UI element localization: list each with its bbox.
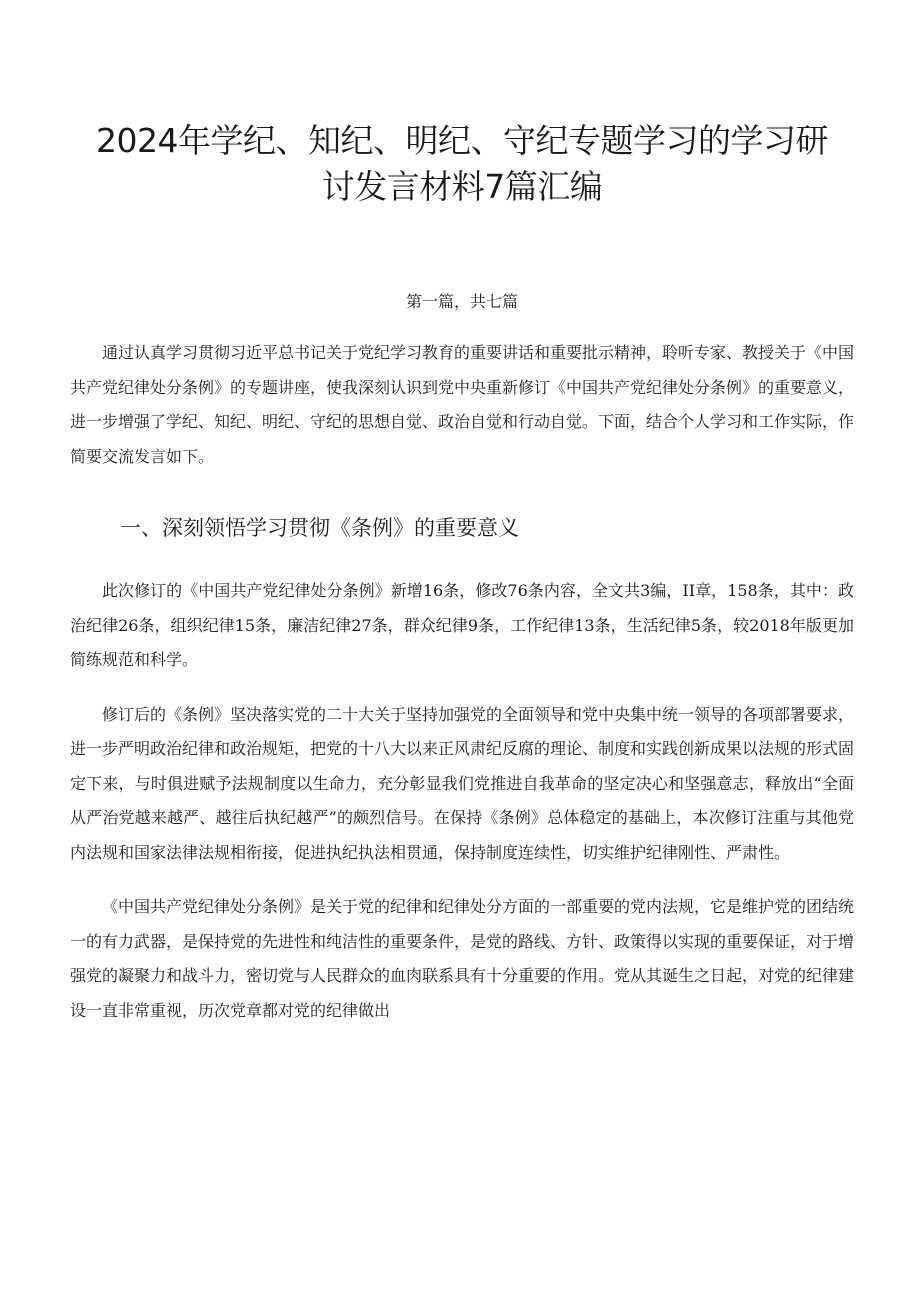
section-paragraph-3: 《中国共产党纪律处分条例》是关于党的纪律和纪律处分方面的一部重要的党内法规，它是维护党的团结统一的有力武器，是保持党的先进性和纯洁性的重要条件，是党的路线、方针、政策得以实现的重要保证，对于增强党的凝聚力和战斗力，密切党与人民群众的血肉联系具有十分重要的作用。党从其诞生之日起，对党的纪律建设一直非常重视，历次党章都对党的纪律做出 xyxy=(70,897,855,1020)
section-paragraph-1: 此次修订的《中国共产党纪律处分条例》新增16条，修改76条内容，全文共3编，II章，158条，其中：政治纪律26条，组织纪律15条，廉洁纪律27条，群众纪律9条，工作纪律13条，生活纪律5条，较2018年版更加简练规范和科学。 xyxy=(70,581,854,669)
section-heading: 一、深刻领悟学习贯彻《条例》的重要意义 xyxy=(120,516,519,540)
intro-paragraph: 通过认真学习贯彻习近平总书记关于党纪学习教育的重要讲话和重要批示精神，聆听专家、教授关于《中国共产党纪律处分条例》的专题讲座，使我深刻认识到党中央重新修订《中国共产党纪律处分条例》的重要意义，进一步增强了学纪、知纪、明纪、守纪的思想自觉、政治自觉和行动自觉。下面，结合个人学习和工作实际，作简要交流发言如下。 xyxy=(70,343,855,466)
section-paragraph-2: 修订后的《条例》坚决落实党的二十大关于坚持加强党的全面领导和党中央集中统一领导的各项部署要求，进一步严明政治纪律和政治规矩，把党的十八大以来正风肃纪反腐的理论、制度和实践创新成果以法规的形式固定下来，与时俱进赋予法规制度以生命力，充分彰显我们党推进自我革命的坚定决心和坚强意志，释放出“全面从严治党越来越严、越往后执纪越严”的颇烈信号。在保持《条例》总体稳定的基础上，本次修订注重与其他党内法规和国家法律法规相衔接，促进执纪执法相贯通，保持制度连续性，切实维护纪律刚性、严肃性。 xyxy=(70,704,855,862)
document-subtitle: 第一篇，共七篇 xyxy=(405,292,518,311)
document-title: 2024年学纪、知纪、明纪、守纪专题学习的学习研讨发言材料7篇汇编 xyxy=(96,121,828,206)
